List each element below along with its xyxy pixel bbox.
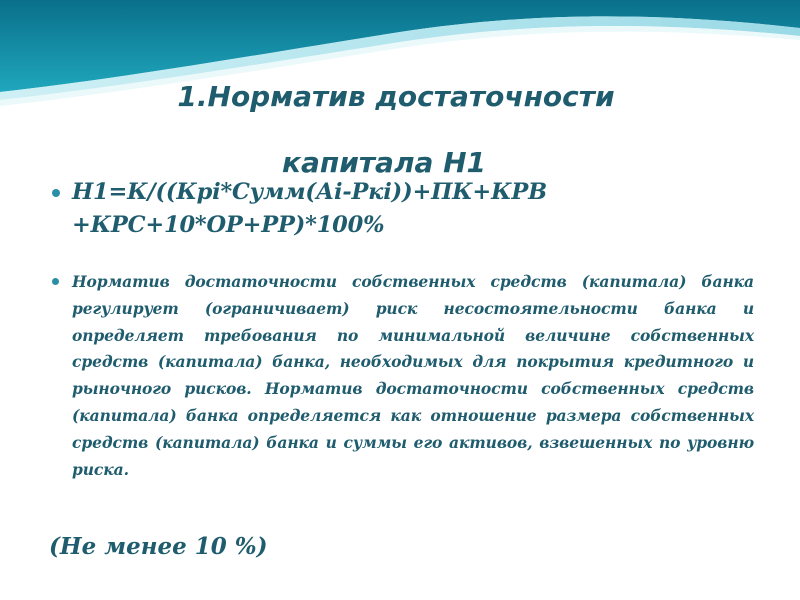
slide-title-line2: капитала Н1 (281, 146, 487, 179)
formula-bullet (50, 176, 754, 242)
description-text: Норматив достаточности собственных средств (капитала) банка регулирует (ограничивает) риск несостоятельности банка и определяет требования по минимальной величине собственных средств (капитала) банка, необходимых для покрытия кредитного и рыночного рисков. Норматив достаточности собственных средств (капитала) банка определяется как отношение размера собственных средств (капитала) банка и суммы его активов, взвешенных по уровню риска. (72, 272, 754, 479)
formula-line-2: +КРС+10*ОР+РР)*100% (72, 212, 385, 238)
slide-title-line1: 1.Норматив достаточности (177, 80, 615, 113)
bullet-dot-icon (52, 278, 59, 285)
description-bullet (50, 269, 754, 483)
minimum-requirement-note: (Не менее 10 %) (49, 533, 268, 560)
formula-line-1: Н1=К/((Крi*Сумм(Аi-Ркi))+ПК+КРВ (72, 179, 547, 205)
content-list (50, 176, 754, 483)
bullet-dot-icon (52, 189, 60, 197)
